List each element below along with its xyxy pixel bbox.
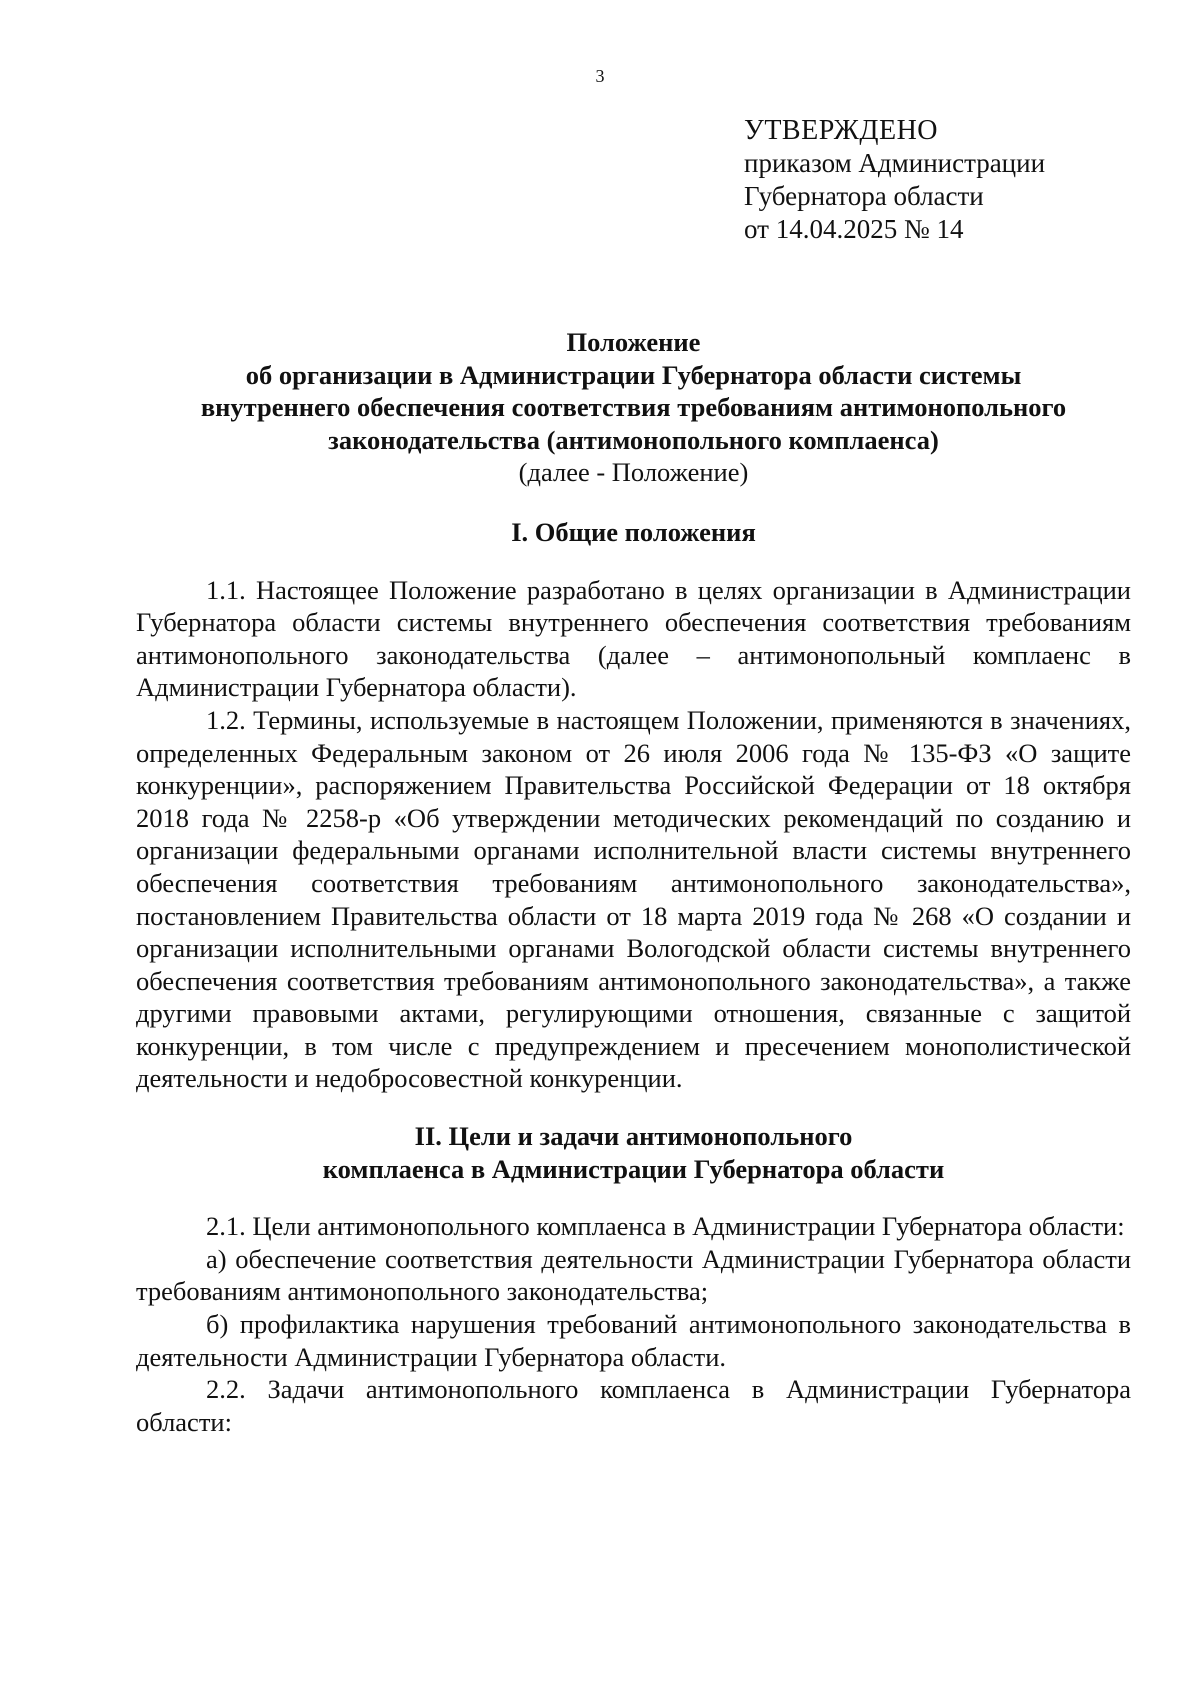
paragraph: б) профилактика нарушения требований антимонопольного законодательства в деятельности Администрации Губернатора области.: [136, 1309, 1131, 1372]
page-number: 3: [595, 66, 605, 86]
document-body: [136, 326, 1131, 1438]
title-line: об организации в Администрации Губернатора области системы: [245, 359, 1022, 390]
paragraph: 2.2. Задачи антимонопольного комплаенса в Администрации Губернатора области:: [136, 1374, 1131, 1437]
section-heading: [136, 1120, 1131, 1185]
approval-line: Губернатора области: [744, 181, 984, 211]
title-line: законодательства (антимонопольного комплаенса): [328, 424, 939, 455]
title-line: Положение: [566, 327, 701, 357]
paragraph: 2.1. Цели антимонопольного комплаенса в Администрации Губернатора области:: [206, 1211, 1125, 1242]
approval-line: приказом Администрации: [744, 148, 1046, 178]
title-note: (далее - Положение): [518, 457, 749, 488]
section-heading-line: комплаенса в Администрации Губернатора области: [322, 1153, 945, 1184]
paragraph: 1.2. Термины, используемые в настоящем Положении, применяются в значениях, определенных Федеральным законом от 26 июля 2006 года № 135-ФЗ «О защите конкуренции», распоряжением Правительства Российской Федерации от 18 октября 2018 года № 2258-р «Об утверждении методических рекомендаций по созданию и организации федеральными органами исполнительной власти системы внутреннего обеспечения соответствия требованиям антимонопольного законодательства», постановлением Правительства области от 18 марта 2019 года № 268 «О создании и организации исполнительными органами Вологодской области системы внутреннего обеспечения соответствия требованиям антимонопольного законодательства», а также другими правовыми актами, регулирующими отношения, связанные с защитой конкуренции, в том числе с предупреждением и пресечением монополистической деятельности и недобросовестной конкуренции.: [136, 704, 1131, 1094]
approval-date: от 14.04.2025 № 14: [744, 214, 964, 244]
title-line: внутреннего обеспечения соответствия требованиям антимонопольного: [200, 392, 1067, 423]
section-heading-line: II. Цели и задачи антимонопольного: [414, 1121, 853, 1152]
paragraph: а) обеспечение соответствия деятельности Администрации Губернатора области требованиям антимонопольного законодательства;: [136, 1243, 1131, 1307]
document-title: [136, 326, 1131, 489]
paragraph: 1.1. Настоящее Положение разработано в целях организации в Администрации Губернатора области системы внутреннего обеспечения соответствия требованиям антимонопольного законодательства (далее – антимонопольный комплаенс в Администрации Губернатора области).: [136, 574, 1131, 703]
section-heading: I. Общие положения: [511, 516, 756, 547]
approval-block: [744, 114, 1045, 246]
approval-stamp: УТВЕРЖДЕНО: [744, 115, 939, 146]
